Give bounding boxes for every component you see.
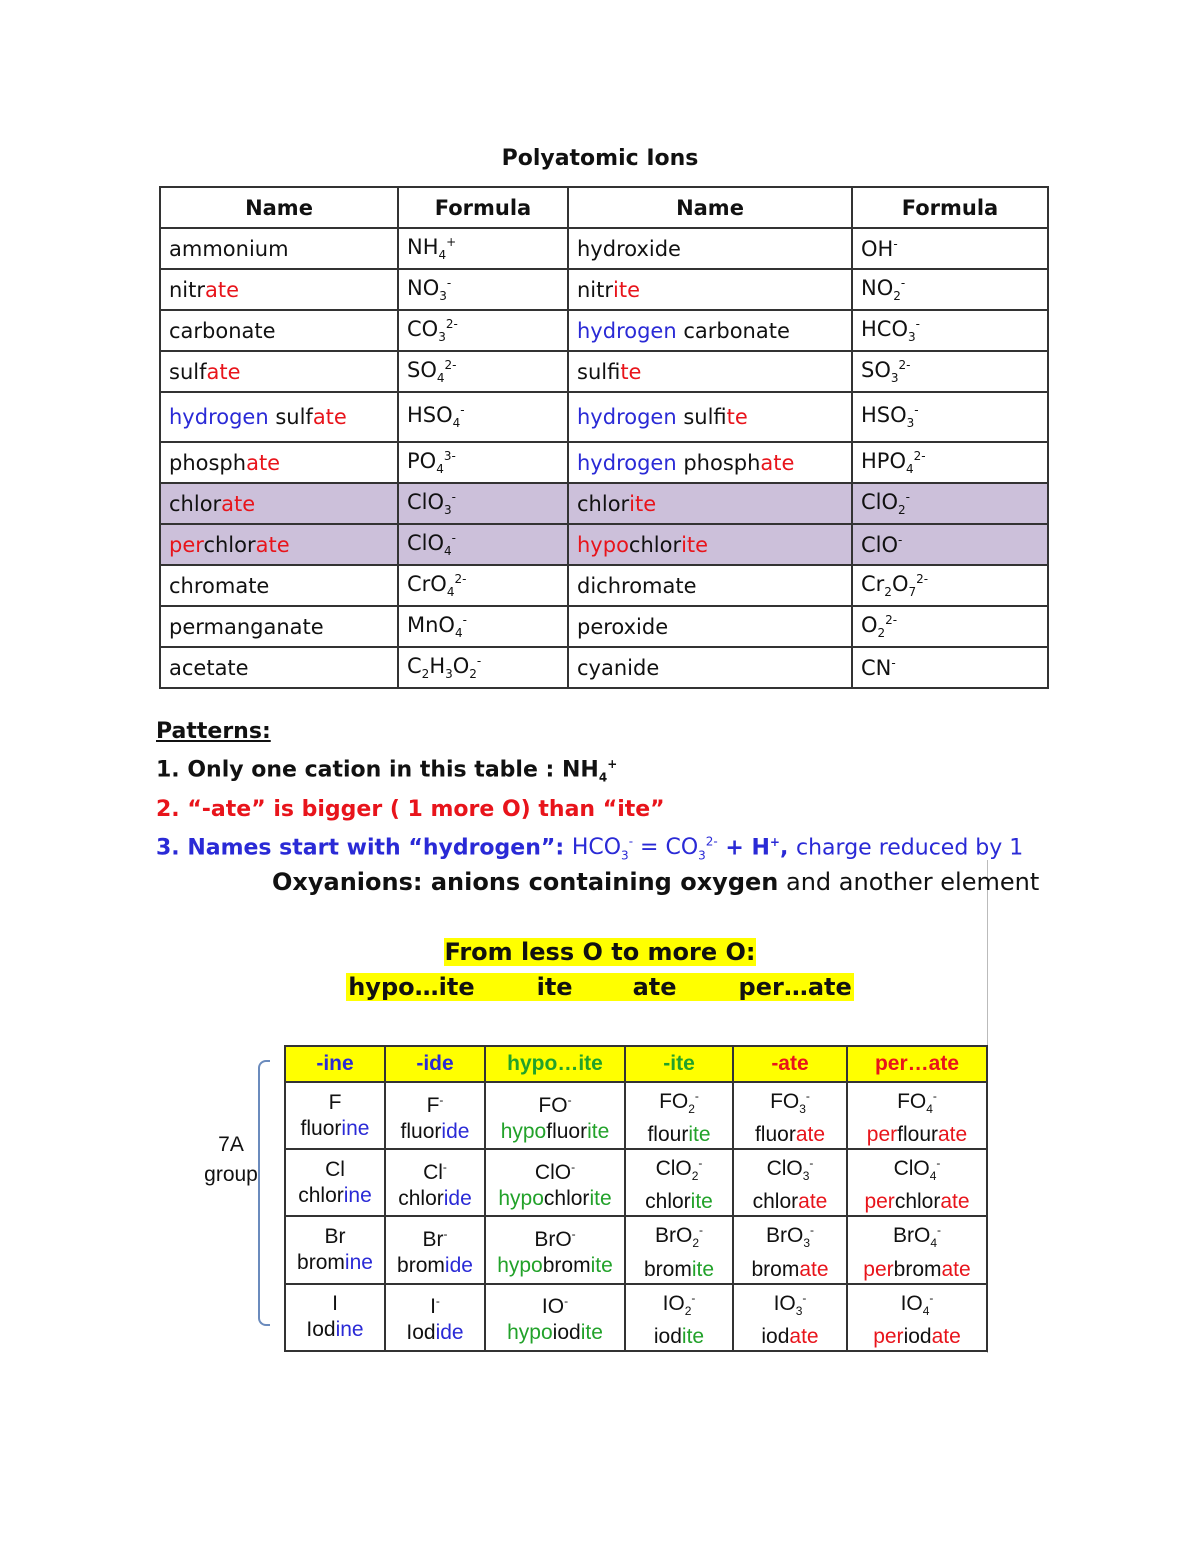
ion-name: hydrogen sulfite — [568, 392, 852, 442]
oxy-cell: FO- hypofluorite — [485, 1082, 625, 1149]
header-formula-2: Formula — [852, 187, 1048, 228]
ion-formula: $HCO_3^-$ — [852, 310, 1048, 351]
order-sequence: hypo…ite ite ate per…ate — [348, 973, 852, 1001]
page-title: Polyatomic Ions — [501, 146, 699, 171]
header-ide: -ide — [385, 1046, 485, 1082]
patterns-section — [156, 716, 1023, 871]
pattern-3: 3. Names start with “hydrogen”: $HCO_3^- = CO_3^{2-} + H^+$, charge reduced by 1 — [156, 834, 1024, 863]
group-label: 7A group — [204, 1133, 258, 1186]
ion-name: sulfate — [160, 351, 398, 392]
oxy-row-iodine — [285, 1284, 987, 1351]
ion-name: perchlorate — [160, 524, 398, 565]
ion-name: acetate — [160, 647, 398, 688]
oxy-cell: $IO_2^-$ iodite — [625, 1284, 733, 1351]
oxy-cell: ClO$_2$- chlorite — [625, 1149, 733, 1216]
ion-name: dichromate — [568, 565, 852, 606]
oxy-cell: $IO_3^-$ iodate — [733, 1284, 847, 1351]
ion-name: sulfite — [568, 351, 852, 392]
header-ine: -ine — [285, 1046, 385, 1082]
oxy-cell: $IO_4^-$ periodate — [847, 1284, 987, 1351]
pattern-1: 1. Only one cation in this table : $NH_4^+$ — [156, 757, 618, 785]
oxy-cell: IO- hypoiodite — [485, 1284, 625, 1351]
ion-formula: $PO_4^{3-}$ — [398, 442, 568, 483]
table-row — [160, 442, 1048, 483]
ion-name: hydrogen carbonate — [568, 310, 852, 351]
table-row — [160, 310, 1048, 351]
table-row-highlighted — [160, 483, 1048, 524]
ion-name: phosphate — [160, 442, 398, 483]
table-row — [160, 392, 1048, 442]
order-title: From less O to more O: — [444, 938, 756, 966]
oxy-cell: ClO- hypochlorite — [485, 1149, 625, 1216]
oxy-cell: Br bromine — [285, 1216, 385, 1283]
ion-name: hydrogen sulfate — [160, 392, 398, 442]
oxy-row-fluorine — [285, 1082, 987, 1149]
table-header-row — [160, 187, 1048, 228]
ion-formula: $O_2^{2-}$ — [852, 606, 1048, 647]
oxyanions-heading: Oxyanions: anions containing oxygen and another element — [272, 868, 1040, 896]
oxy-cell: BrO$_3$- bromate — [733, 1216, 847, 1283]
ion-name: cyanide — [568, 647, 852, 688]
polyatomic-ions-table — [159, 186, 1049, 689]
oxy-cell: F fluorine — [285, 1082, 385, 1149]
ion-formula: $NO_3^-$ — [398, 269, 568, 310]
table-row — [160, 269, 1048, 310]
ion-formula: $Cr_2O_7^{2-}$ — [852, 565, 1048, 606]
oxy-cell: BrO$_4$- perbromate — [847, 1216, 987, 1283]
oxy-cell: I Iodine — [285, 1284, 385, 1351]
ion-formula: ClO$_4$- — [398, 524, 568, 565]
oxy-cell: I- Iodide — [385, 1284, 485, 1351]
header-formula-1: Formula — [398, 187, 568, 228]
ion-name: chlorite — [568, 483, 852, 524]
ion-formula: $HSO_3^-$ — [852, 392, 1048, 442]
table-row — [160, 565, 1048, 606]
ion-formula: $SO_4^{2-}$ — [398, 351, 568, 392]
ion-name: chromate — [160, 565, 398, 606]
oxy-cell: ClO$_4$- perchlorate — [847, 1149, 987, 1216]
oxy-cell: $FO_2^-$ flourite — [625, 1082, 733, 1149]
group-bracket — [258, 1060, 270, 1326]
ion-formula: $NH_4^+$ — [398, 228, 568, 269]
header-name-2: Name — [568, 187, 852, 228]
oxyanions-table — [284, 1045, 988, 1352]
table-row-highlighted — [160, 524, 1048, 565]
patterns-heading: Patterns: — [156, 719, 271, 744]
ion-name: peroxide — [568, 606, 852, 647]
ion-name: permanganate — [160, 606, 398, 647]
ion-name: nitrate — [160, 269, 398, 310]
header-ate: -ate — [733, 1046, 847, 1082]
ion-formula: ClO- — [852, 524, 1048, 565]
ion-formula: ClO$_3$- — [398, 483, 568, 524]
ion-formula: ClO$_2$- — [852, 483, 1048, 524]
oxy-cell: Cl chlorine — [285, 1149, 385, 1216]
oxy-cell: ClO$_3$- chlorate — [733, 1149, 847, 1216]
oxy-cell: BrO$_2$- bromite — [625, 1216, 733, 1283]
ion-formula: $NO_2^-$ — [852, 269, 1048, 310]
oxy-cell: Br- bromide — [385, 1216, 485, 1283]
ion-name: hydrogen phosphate — [568, 442, 852, 483]
ion-name: chlorate — [160, 483, 398, 524]
ion-formula: CN- — [852, 647, 1048, 688]
ion-formula: OH- — [852, 228, 1048, 269]
ion-formula: CrO$_4^{2-}$ — [398, 565, 568, 606]
ion-name: nitrite — [568, 269, 852, 310]
ion-formula: $C_2H_3O_2^-$ — [398, 647, 568, 688]
oxy-cell: $FO_3^-$ fluorate — [733, 1082, 847, 1149]
ion-formula: $CO_3^{2-}$ — [398, 310, 568, 351]
ion-name: hydroxide — [568, 228, 852, 269]
header-per-ate: per…ate — [847, 1046, 987, 1082]
ion-name: hypochlorite — [568, 524, 852, 565]
oxy-cell: F- fluoride — [385, 1082, 485, 1149]
oxy-header-row — [285, 1046, 987, 1082]
ion-name: ammonium — [160, 228, 398, 269]
oxy-cell: Cl- chloride — [385, 1149, 485, 1216]
oxy-row-bromine — [285, 1216, 987, 1283]
pattern-2: 2. “-ate” is bigger ( 1 more O) than “ite” — [156, 796, 665, 822]
table-row — [160, 647, 1048, 688]
ion-formula: $HPO_4^{2-}$ — [852, 442, 1048, 483]
ion-name: carbonate — [160, 310, 398, 351]
oxy-cell: $FO_4^-$ perflourate — [847, 1082, 987, 1149]
ion-formula: MnO$_4$- — [398, 606, 568, 647]
ion-formula: $HSO_4^-$ — [398, 392, 568, 442]
oxy-row-chlorine — [285, 1149, 987, 1216]
table-row — [160, 228, 1048, 269]
header-ite: -ite — [625, 1046, 733, 1082]
ion-formula: $SO_3^{2-}$ — [852, 351, 1048, 392]
header-name-1: Name — [160, 187, 398, 228]
oxy-cell: BrO- hypobromite — [485, 1216, 625, 1283]
header-hypo-ite: hypo…ite — [485, 1046, 625, 1082]
table-row — [160, 351, 1048, 392]
table-row — [160, 606, 1048, 647]
